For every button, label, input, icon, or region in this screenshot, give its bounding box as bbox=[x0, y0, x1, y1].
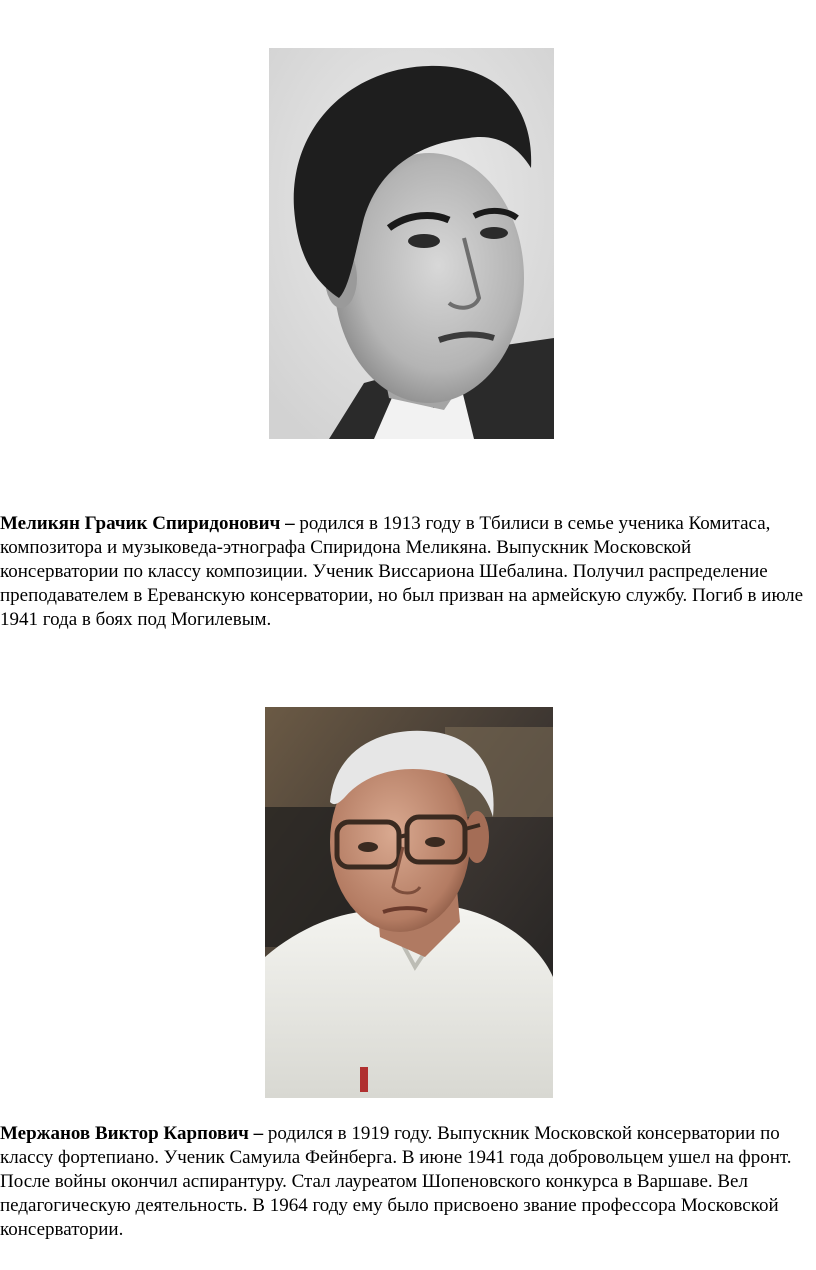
portrait-photo-melikyan bbox=[269, 48, 554, 439]
biography-text-merzhanov: родился в 1919 году. Выпускник Московской консерватории по классу фортепиано. Ученик Самуила Фейнберга. В июне 1941 года добровольцем ушел на фронт. После войны окончил аспирантуру. Стал лауреатом Шопеновского конкурса в Варшаве. Вел педагогическую деятельность. В 1964 году ему было присвоено звание профессора Московской консерватории. bbox=[0, 1123, 792, 1240]
person-name-merzhanov: Мержанов Виктор Карпович – bbox=[0, 1123, 264, 1144]
person-name-melikyan: Меликян Грачик Спиридонович – bbox=[0, 513, 295, 534]
biography-melikyan bbox=[0, 512, 812, 632]
biography-merzhanov bbox=[0, 1122, 812, 1242]
biography-text-melikyan: родился в 1913 году в Тбилиси в семье ученика Комитаса, композитора и музыковеда-этнографа Спиридона Меликяна. Выпускник Московской консерватории по классу композиции. Ученик Виссариона Шебалина. Получил распределение преподавателем в Ереванскую консерватории, но был призван на армейскую службу. Погиб в июле 1941 года в боях под Могилевым. bbox=[0, 513, 804, 630]
portrait-photo-merzhanov bbox=[265, 707, 553, 1098]
